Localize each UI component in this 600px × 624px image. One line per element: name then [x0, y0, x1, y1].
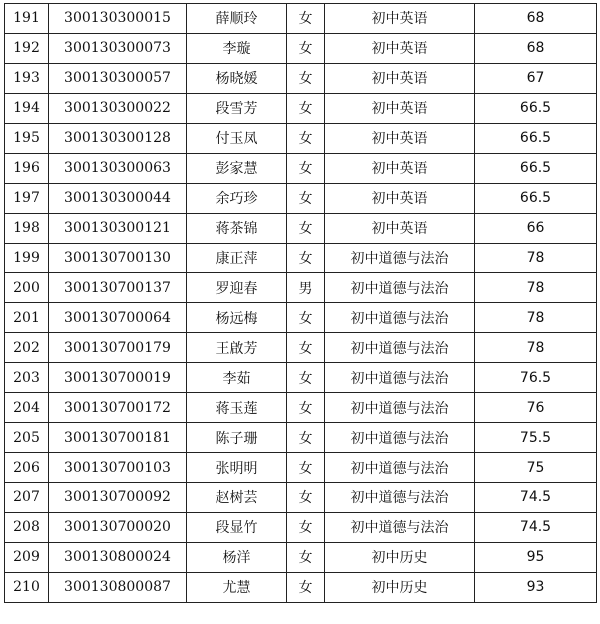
cell-gender: 女 — [287, 63, 325, 93]
cell-candidate-name: 尤慧 — [187, 572, 287, 602]
cell-subject: 初中历史 — [325, 572, 475, 602]
cell-gender: 女 — [287, 4, 325, 34]
cell-gender: 女 — [287, 153, 325, 183]
cell-candidate-name: 杨远梅 — [187, 303, 287, 333]
cell-gender: 女 — [287, 512, 325, 542]
cell-row-number: 203 — [5, 363, 49, 393]
cell-gender: 女 — [287, 213, 325, 243]
cell-score: 68 — [475, 4, 597, 34]
table-row — [5, 33, 597, 63]
cell-row-number: 191 — [5, 4, 49, 34]
cell-candidate-name: 段显竹 — [187, 512, 287, 542]
cell-gender: 女 — [287, 423, 325, 453]
table-row — [5, 393, 597, 423]
cell-row-number: 192 — [5, 33, 49, 63]
cell-subject: 初中历史 — [325, 542, 475, 572]
table-row — [5, 512, 597, 542]
cell-subject: 初中道德与法治 — [325, 483, 475, 513]
cell-subject: 初中英语 — [325, 33, 475, 63]
table-row — [5, 4, 597, 34]
cell-score: 66 — [475, 213, 597, 243]
cell-candidate-name: 张明明 — [187, 453, 287, 483]
cell-score: 76 — [475, 393, 597, 423]
results-table-body — [5, 4, 597, 603]
cell-gender: 女 — [287, 33, 325, 63]
cell-row-number: 197 — [5, 183, 49, 213]
cell-gender: 女 — [287, 183, 325, 213]
cell-score: 68 — [475, 33, 597, 63]
cell-gender: 女 — [287, 243, 325, 273]
cell-score: 75 — [475, 453, 597, 483]
cell-candidate-id: 300130300073 — [49, 33, 187, 63]
cell-score: 95 — [475, 542, 597, 572]
cell-row-number: 209 — [5, 542, 49, 572]
cell-gender: 女 — [287, 363, 325, 393]
table-row — [5, 183, 597, 213]
table-row — [5, 453, 597, 483]
cell-candidate-id: 300130300128 — [49, 123, 187, 153]
cell-subject: 初中道德与法治 — [325, 243, 475, 273]
cell-gender: 女 — [287, 393, 325, 423]
cell-candidate-name: 彭家慧 — [187, 153, 287, 183]
table-row — [5, 213, 597, 243]
cell-candidate-name: 蒋玉莲 — [187, 393, 287, 423]
cell-row-number: 206 — [5, 453, 49, 483]
cell-row-number: 204 — [5, 393, 49, 423]
cell-subject: 初中道德与法治 — [325, 512, 475, 542]
cell-subject: 初中英语 — [325, 183, 475, 213]
cell-subject: 初中道德与法治 — [325, 423, 475, 453]
cell-row-number: 198 — [5, 213, 49, 243]
cell-row-number: 199 — [5, 243, 49, 273]
cell-gender: 女 — [287, 123, 325, 153]
cell-candidate-name: 康正萍 — [187, 243, 287, 273]
cell-candidate-name: 段雪芳 — [187, 93, 287, 123]
cell-candidate-name: 薛顺玲 — [187, 4, 287, 34]
cell-candidate-name: 付玉凤 — [187, 123, 287, 153]
table-row — [5, 542, 597, 572]
table-row — [5, 423, 597, 453]
cell-candidate-id: 300130700179 — [49, 333, 187, 363]
cell-candidate-id: 300130700103 — [49, 453, 187, 483]
cell-row-number: 208 — [5, 512, 49, 542]
cell-gender: 女 — [287, 93, 325, 123]
cell-candidate-name: 杨晓媛 — [187, 63, 287, 93]
table-row — [5, 93, 597, 123]
cell-gender: 女 — [287, 333, 325, 363]
cell-score: 75.5 — [475, 423, 597, 453]
cell-score: 74.5 — [475, 512, 597, 542]
cell-subject: 初中英语 — [325, 63, 475, 93]
cell-score: 78 — [475, 273, 597, 303]
cell-subject: 初中道德与法治 — [325, 333, 475, 363]
cell-row-number: 201 — [5, 303, 49, 333]
cell-gender: 男 — [287, 273, 325, 303]
cell-candidate-name: 余巧珍 — [187, 183, 287, 213]
cell-candidate-name: 陈子珊 — [187, 423, 287, 453]
cell-score: 78 — [475, 243, 597, 273]
cell-row-number: 193 — [5, 63, 49, 93]
cell-score: 74.5 — [475, 483, 597, 513]
table-row — [5, 333, 597, 363]
cell-subject: 初中道德与法治 — [325, 393, 475, 423]
cell-row-number: 194 — [5, 93, 49, 123]
cell-score: 76.5 — [475, 363, 597, 393]
cell-candidate-id: 300130700181 — [49, 423, 187, 453]
cell-candidate-id: 300130700064 — [49, 303, 187, 333]
cell-score: 66.5 — [475, 93, 597, 123]
cell-candidate-id: 300130700019 — [49, 363, 187, 393]
cell-candidate-id: 300130300057 — [49, 63, 187, 93]
table-row — [5, 572, 597, 602]
cell-gender: 女 — [287, 483, 325, 513]
cell-row-number: 210 — [5, 572, 49, 602]
table-row — [5, 273, 597, 303]
cell-candidate-id: 300130700172 — [49, 393, 187, 423]
results-table — [4, 3, 597, 603]
cell-subject: 初中英语 — [325, 153, 475, 183]
cell-row-number: 200 — [5, 273, 49, 303]
cell-subject: 初中道德与法治 — [325, 453, 475, 483]
cell-row-number: 205 — [5, 423, 49, 453]
cell-subject: 初中英语 — [325, 213, 475, 243]
table-row — [5, 483, 597, 513]
cell-candidate-id: 300130800024 — [49, 542, 187, 572]
table-row — [5, 123, 597, 153]
cell-subject: 初中英语 — [325, 123, 475, 153]
cell-row-number: 195 — [5, 123, 49, 153]
cell-candidate-id: 300130800087 — [49, 572, 187, 602]
cell-subject: 初中道德与法治 — [325, 303, 475, 333]
table-row — [5, 363, 597, 393]
cell-subject: 初中道德与法治 — [325, 363, 475, 393]
cell-score: 78 — [475, 333, 597, 363]
cell-subject: 初中英语 — [325, 93, 475, 123]
cell-candidate-id: 300130300015 — [49, 4, 187, 34]
cell-score: 66.5 — [475, 183, 597, 213]
cell-candidate-id: 300130300044 — [49, 183, 187, 213]
cell-candidate-id: 300130300121 — [49, 213, 187, 243]
cell-score: 78 — [475, 303, 597, 333]
cell-candidate-id: 300130700130 — [49, 243, 187, 273]
cell-candidate-id: 300130700137 — [49, 273, 187, 303]
cell-candidate-name: 李茹 — [187, 363, 287, 393]
table-row — [5, 303, 597, 333]
cell-candidate-name: 蒋茶锦 — [187, 213, 287, 243]
cell-gender: 女 — [287, 572, 325, 602]
cell-candidate-name: 赵树芸 — [187, 483, 287, 513]
table-row — [5, 153, 597, 183]
cell-gender: 女 — [287, 542, 325, 572]
cell-score: 93 — [475, 572, 597, 602]
cell-subject: 初中道德与法治 — [325, 273, 475, 303]
cell-subject: 初中英语 — [325, 4, 475, 34]
cell-row-number: 202 — [5, 333, 49, 363]
table-row — [5, 63, 597, 93]
cell-gender: 女 — [287, 453, 325, 483]
cell-row-number: 196 — [5, 153, 49, 183]
cell-candidate-name: 罗迎春 — [187, 273, 287, 303]
cell-score: 67 — [475, 63, 597, 93]
cell-candidate-id: 300130300022 — [49, 93, 187, 123]
cell-gender: 女 — [287, 303, 325, 333]
cell-candidate-name: 杨洋 — [187, 542, 287, 572]
cell-score: 66.5 — [475, 123, 597, 153]
cell-candidate-name: 王啟芳 — [187, 333, 287, 363]
cell-candidate-id: 300130300063 — [49, 153, 187, 183]
cell-candidate-id: 300130700092 — [49, 483, 187, 513]
cell-candidate-id: 300130700020 — [49, 512, 187, 542]
cell-row-number: 207 — [5, 483, 49, 513]
table-row — [5, 243, 597, 273]
cell-candidate-name: 李璇 — [187, 33, 287, 63]
cell-score: 66.5 — [475, 153, 597, 183]
